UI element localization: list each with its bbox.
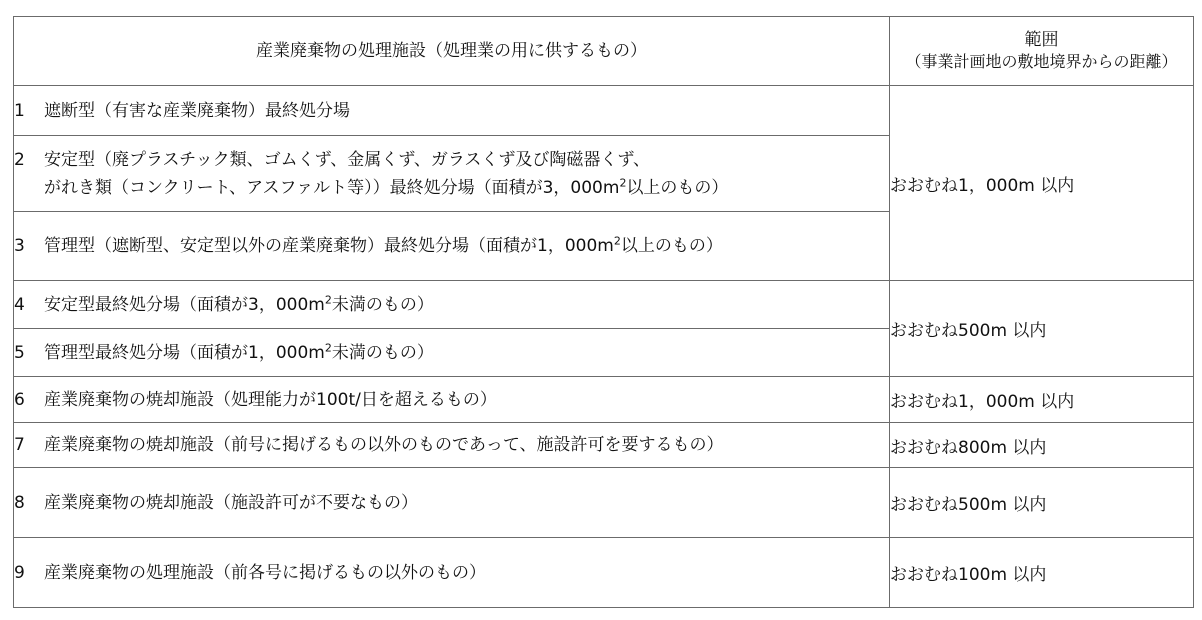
facility-item-7 [14, 423, 890, 468]
item-text: 産業廃棄物の焼却施設（前号に掲げるもの以外のものであって、施設許可を要するもの） [44, 435, 724, 455]
item-number: 7 [14, 435, 25, 455]
range-text: おおむね500m 以内 [890, 495, 1047, 515]
item-text: 管理型（遮断型、安定型以外の産業廃棄物）最終処分場（面積が1，000m [44, 236, 614, 256]
item-text: 安定型最終処分場（面積が3，000m [44, 294, 325, 315]
facility-item-5 [14, 329, 890, 377]
range-item-6 [890, 377, 1194, 423]
item-number: 5 [14, 342, 25, 363]
item-text-line2: がれき類（コンクリート、アスファルト等））最終処分場（面積が3，000m [44, 177, 620, 198]
item-number: 6 [14, 389, 25, 410]
range-items-1-3 [890, 86, 1194, 281]
range-text: おおむね1，000m 以内 [890, 392, 1075, 412]
item-number: 3 [14, 236, 25, 256]
item-text-line2-end: 以上のもの） [626, 177, 729, 198]
facility-item-2 [14, 136, 890, 212]
facility-distance-table [13, 16, 1194, 608]
item-text: 安定型（廃プラスチック類、ゴムくず、金属くず、ガラスくず及び陶磁器くず、 [44, 149, 651, 170]
superscript: 2 [619, 175, 627, 189]
range-text: おおむね100m 以内 [890, 565, 1047, 585]
item-text-end: 以上のもの） [620, 236, 723, 256]
item-text: 産業廃棄物の焼却施設（処理能力が100t/日を超えるもの） [44, 389, 497, 410]
table-row [14, 281, 1194, 329]
item-number: 4 [14, 294, 25, 315]
range-items-4-5 [890, 281, 1194, 377]
facility-item-9 [14, 538, 890, 608]
range-item-7 [890, 423, 1194, 468]
table-row [14, 423, 1194, 468]
facility-item-3 [14, 212, 890, 281]
range-text: おおむね500m 以内 [890, 321, 1047, 341]
facility-item-6 [14, 377, 890, 423]
range-item-9 [890, 538, 1194, 608]
header-range-subtitle: （事業計画地の敷地境界からの距離） [905, 52, 1178, 71]
facility-item-8 [14, 468, 890, 538]
header-facility-text: 産業廃棄物の処理施設（処理業の用に供するもの） [256, 41, 647, 61]
superscript: 2 [324, 292, 332, 306]
item-text-end: 未満のもの） [331, 294, 434, 315]
item-number: 8 [14, 492, 25, 513]
table-row [14, 86, 1194, 136]
header-range [890, 17, 1194, 86]
item-text: 管理型最終処分場（面積が1，000m [44, 342, 325, 363]
header-range-title: 範囲 [1024, 30, 1059, 50]
table-row [14, 538, 1194, 608]
facility-item-1 [14, 86, 890, 136]
header-facility [14, 17, 890, 86]
table-row [14, 377, 1194, 423]
item-text: 遮断型（有害な産業廃棄物）最終処分場 [44, 100, 350, 121]
superscript: 2 [324, 340, 332, 354]
item-number: 9 [14, 562, 25, 583]
item-text: 産業廃棄物の処理施設（前各号に掲げるもの以外のもの） [44, 562, 486, 583]
range-item-8 [890, 468, 1194, 538]
range-text: おおむね1，000m 以内 [890, 175, 1075, 196]
item-number: 1 [14, 100, 25, 121]
item-text-end: 未満のもの） [331, 342, 434, 363]
table-header-row [14, 17, 1194, 86]
item-number: 2 [14, 149, 25, 170]
table-row [14, 468, 1194, 538]
item-text: 産業廃棄物の焼却施設（施設許可が不要なもの） [44, 492, 418, 513]
facility-item-4 [14, 281, 890, 329]
range-text: おおむね800m 以内 [890, 437, 1047, 458]
superscript: 2 [613, 234, 621, 248]
